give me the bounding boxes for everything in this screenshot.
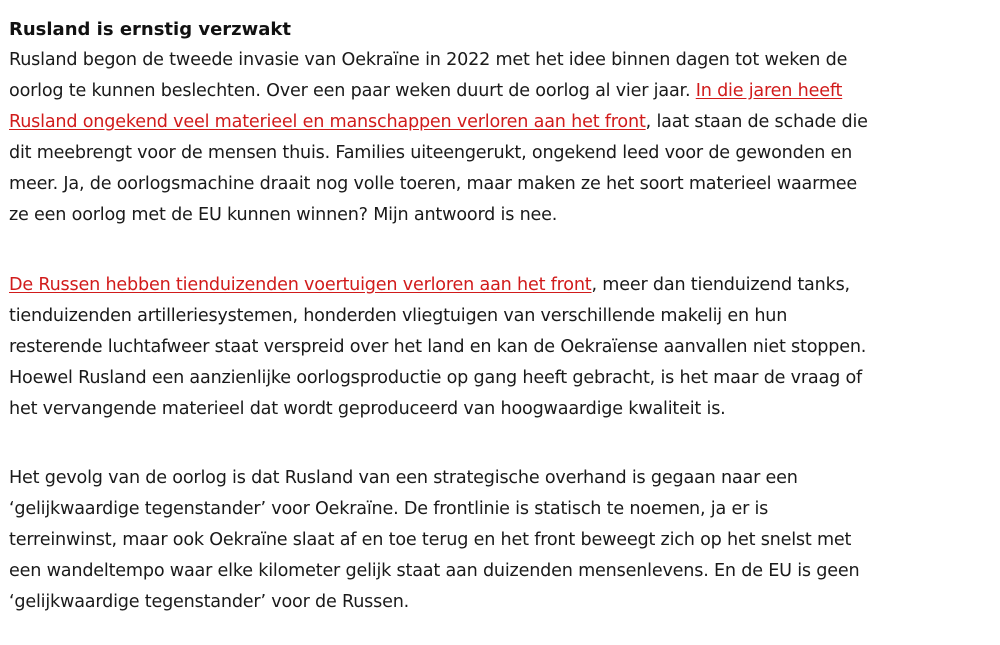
paragraph-1 xyxy=(9,45,868,231)
inline-link-vehicles[interactable]: De Russen hebben tienduizenden voertuigen verloren aan het front xyxy=(9,275,592,295)
paragraph-line: tienduizenden artilleriesystemen, honderden vliegtuigen van verschillende makelij en hun xyxy=(9,306,788,326)
paragraph-text: , meer dan tienduizend tanks, xyxy=(591,275,850,295)
paragraph-line xyxy=(9,107,868,138)
paragraph-line: ‘gelijkwaardige tegenstander’ voor de Russen. xyxy=(9,592,410,612)
paragraph-line: Hoewel Rusland een aanzienlijke oorlogsproductie op gang heeft gebracht, is het maar de vraag of xyxy=(9,368,863,388)
paragraph-line xyxy=(9,270,866,301)
paragraph-line: resterende luchtafweer staat verspreid over het land en kan de Oekraïense aanvallen niet stoppen. xyxy=(9,337,867,357)
paragraph-line: terreinwinst, maar ook Oekraïne slaat af en toe terug en het front beweegt zich op het snelst met xyxy=(9,530,852,550)
paragraph-line: ‘gelijkwaardige tegenstander’ voor Oekraïne. De frontlinie is statisch te noemen, ja er is xyxy=(9,499,769,519)
paragraph-line: een wandeltempo waar elke kilometer gelijk staat aan duizenden mensenlevens. En de EU is geen xyxy=(9,561,860,581)
paragraph-line xyxy=(9,76,868,107)
paragraph-text: oorlog te kunnen beslechten. Over een paar weken duurt de oorlog al vier jaar. xyxy=(9,81,696,101)
paragraph-line: ze een oorlog met de EU kunnen winnen? Mijn antwoord is nee. xyxy=(9,205,558,225)
paragraph-line: het vervangende materieel dat wordt geproduceerd van hoogwaardige kwaliteit is. xyxy=(9,399,726,419)
inline-link-losses[interactable]: In die jaren heeft xyxy=(695,81,843,101)
paragraph-line: meer. Ja, de oorlogsmachine draait nog volle toeren, maar maken ze het soort materieel waarmee xyxy=(9,174,858,194)
paragraph-3 xyxy=(9,463,859,618)
paragraph-line: Rusland begon de tweede invasie van Oekraïne in 2022 met het idee binnen dagen tot weken de xyxy=(9,50,848,70)
inline-link-losses-continued[interactable]: Rusland ongekend veel materieel en manschappen verloren aan het front xyxy=(9,112,646,132)
section-heading: Rusland is ernstig verzwakt xyxy=(9,19,292,40)
paragraph-line: Het gevolg van de oorlog is dat Rusland van een strategische overhand is gegaan naar een xyxy=(9,468,798,488)
paragraph-2 xyxy=(9,270,866,425)
paragraph-text: , laat staan de schade die xyxy=(645,112,868,132)
paragraph-line: dit meebrengt voor de mensen thuis. Families uiteengerukt, ongekend leed voor de gewonden en xyxy=(9,143,853,163)
